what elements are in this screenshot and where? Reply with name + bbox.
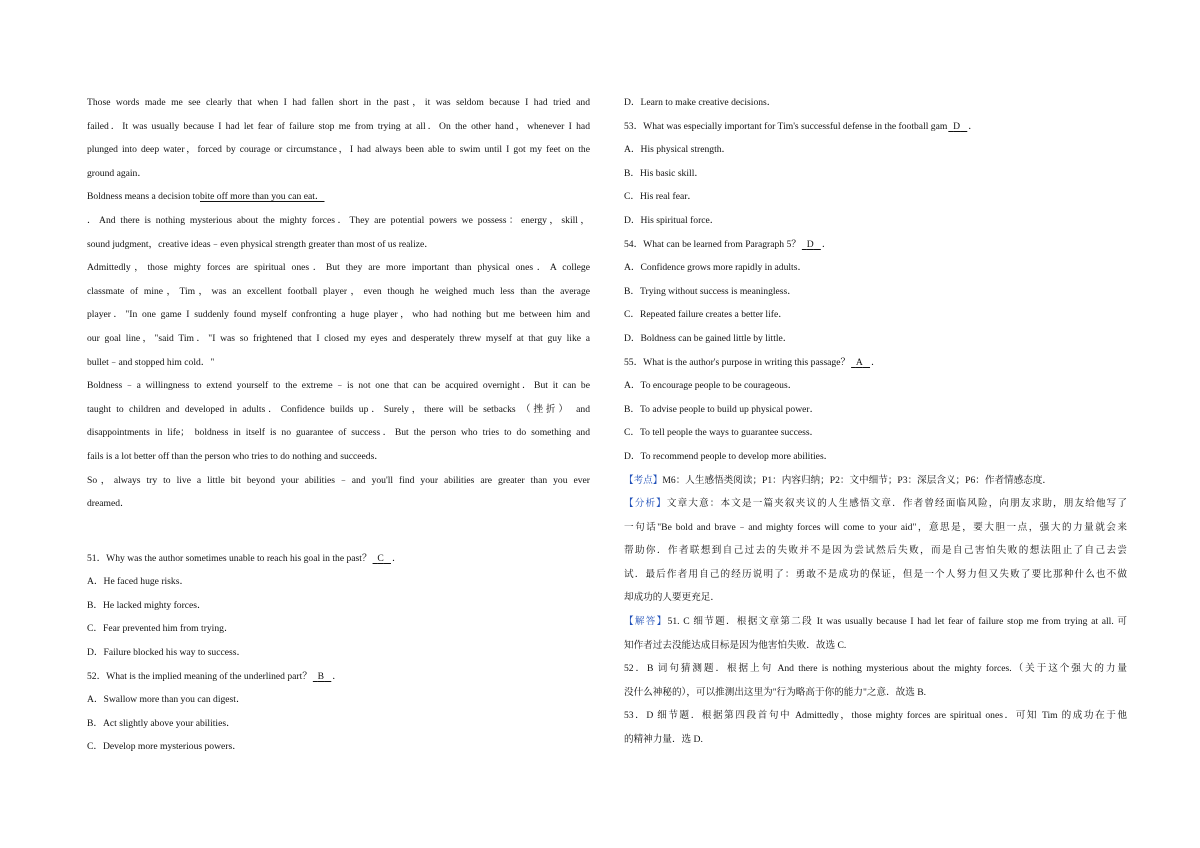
question-54 — [624, 233, 1127, 351]
option-c: C．To tell people the ways to guarantee success． — [624, 427, 820, 439]
answer-letter: B — [317, 670, 325, 682]
jieda-tag: 【解答】 — [624, 616, 668, 628]
passage-line: failed．It was usually because I had let fear of failure stop me from trying at all．On the other hand，whenever I had — [87, 120, 590, 132]
option-d: D．Boldness can be gained little by little． — [624, 332, 793, 344]
fenxi-line: 帮助你．作者联想到自己过去的失败并不是因为尝试然后失败，而是自己害怕失败的想法阻止了自己去尝 — [624, 545, 1127, 557]
jieda-line — [624, 610, 1127, 634]
passage-line: taught to children and developed in adults．Confidence builds up．Surely，there will be setbacks （挫折） and — [87, 403, 590, 415]
kaodian-tag: 【考点】 — [624, 474, 663, 486]
passage-paragraph-5 — [87, 469, 590, 516]
passage-line: Those words made me see clearly that when I had fallen short in the past，it was seldom because I had tried and — [87, 97, 590, 108]
jieda-line: 的精神力量．选 D. — [624, 734, 703, 746]
fenxi-line: 试．最后作者用自己的经历说明了：勇敢不是成功的保证，但是一个人努力但又失败了要比那种什么也不做 — [624, 568, 1127, 580]
fenxi-text: 文章大意：本文是一篇夹叙夹议的人生感悟文章．作者曾经面临风险，向朋友求助，朋友给他写了 — [666, 498, 1128, 510]
option-b: B．He lacked mighty forces． — [87, 599, 207, 611]
question-53 — [624, 115, 1127, 233]
passage-line: bullet﹣and stopped him cold．" — [87, 356, 215, 368]
question-stem: 51．Why was the author sometimes unable to reach his goal in the past？ C ． — [87, 552, 402, 564]
question-stem: 53．What was especially important for Tim's successful defense in the football gam D ． — [624, 120, 978, 132]
passage-line: ground again． — [87, 167, 147, 179]
passage-line: Admittedly，those mighty forces are spiritual ones．But they are more important than physical ones．A college — [87, 262, 590, 274]
analysis-section — [624, 469, 1127, 752]
option-d: D．Learn to make creative decisions． — [624, 97, 777, 108]
question-stem: 55．What is the author's purpose in writing this passage？ A ． — [624, 356, 881, 368]
stem-text: 54．What can be learned from Paragraph 5？ — [624, 238, 801, 250]
answer-blank — [372, 553, 392, 564]
stem-text: 55．What is the author's purpose in writing this passage？ — [624, 356, 851, 368]
answer-blank — [801, 239, 822, 250]
passage-line: dreamed． — [87, 498, 130, 510]
kaodian-text: M6：人生感悟类阅读；P1：内容归纳；P2：文中细节；P3：深层含义；P6：作者情感态度． — [662, 474, 1053, 486]
option-c: C．Fear prevented him from trying． — [87, 623, 234, 635]
answer-blank — [312, 671, 332, 682]
left-column — [87, 91, 590, 759]
jieda-text: 51. C 细节题．根据文章第二段 It was usually because I had let fear of failure stop me from trying at all. 可 — [667, 616, 1127, 628]
question-51 — [87, 547, 590, 665]
option-a: A．He faced huge risks． — [87, 576, 190, 588]
passage-paragraph-1 — [87, 91, 590, 185]
passage-line: Boldness﹣a willingness to extend yourself to the extreme﹣is not one that can be acquired overnight．But it can be — [87, 380, 590, 392]
passage-line: sound judgment，creative ideas﹣even physical strength greater than most of us realize． — [87, 238, 434, 250]
passage-line: classmate of mine，Tim，was an excellent football player，even though he weighed much less than the average — [87, 285, 590, 297]
option-b: B．Act slightly above your abilities． — [87, 717, 236, 729]
answer-letter: A — [855, 356, 863, 368]
passage-paragraph-4 — [87, 374, 590, 468]
option-b: B．His basic skill． — [624, 167, 704, 179]
passage-text: Boldness means a decision to — [87, 191, 200, 203]
answer-letter: C — [377, 552, 384, 564]
jieda-line: 53．D 细节题．根据第四段首句中 Admittedly，those mighty forces are spiritual ones．可知 Tim 的成功在于他 — [624, 710, 1127, 722]
kaodian-line — [624, 469, 1127, 493]
answer-letter: D — [953, 120, 961, 132]
option-d: D．To recommend people to develop more abilities． — [624, 450, 834, 462]
passage-line: player．"In one game I suddenly found myself confronting a huge player，who had nothing but me between him and — [87, 309, 590, 321]
option-c: C．Repeated failure creates a better life． — [624, 309, 788, 321]
jieda-line: 知作者过去没能达成目标是因为他害怕失败．故选 C. — [624, 639, 847, 651]
fenxi-line — [624, 492, 1127, 516]
question-stem: 52．What is the implied meaning of the underlined part？ B ． — [87, 670, 342, 682]
answer-blank — [947, 121, 968, 132]
option-c: C．Develop more mysterious powers． — [87, 741, 242, 753]
passage-paragraph-2 — [87, 185, 590, 256]
passage-paragraph-3 — [87, 256, 590, 374]
passage-line: fails is a lot better off than the person who tries to do nothing and succeeds． — [87, 450, 384, 462]
option-b: B．To advise people to build up physical power． — [624, 403, 820, 415]
passage-line: our goal line，"said Tim．"I was so frightened that I closed my eyes and desperately threw myself at that guy like a — [87, 332, 590, 344]
passage-line: plunged into deep water，forced by courage or circumstance，I had always been able to swim until I got my feet on the — [87, 144, 590, 156]
option-d: D．His spiritual force． — [624, 214, 720, 226]
stem-text: 51．Why was the author sometimes unable to reach his goal in the past？ — [87, 552, 372, 564]
question-55 — [624, 351, 1127, 469]
option-b: B．Trying without success is meaningless． — [624, 285, 797, 297]
stem-text: 53．What was especially important for Tim's successful defense in the football gam — [624, 120, 948, 132]
question-52 — [87, 665, 590, 759]
answer-blank — [850, 357, 871, 368]
answer-letter: D — [806, 238, 814, 250]
passage-line: disappointments in life； boldness in itself is no guarantee of success．But the person who tries to do something and — [87, 427, 590, 439]
option-d: D．Failure blocked his way to success． — [87, 647, 247, 659]
stem-text: 52．What is the implied meaning of the underlined part？ — [87, 670, 312, 682]
option-a: A．To encourage people to be courageous． — [624, 380, 798, 392]
underlined-part: bite off more than you can eat． — [199, 191, 325, 203]
fenxi-line: 一句话"Be bold and brave﹣and mighty forces will come to your aid"，意思是，要大胆一点，强大的力量就会来 — [624, 521, 1127, 533]
passage-line — [87, 185, 590, 209]
option-c: C．His real fear． — [624, 191, 697, 203]
jieda-line: 52．B 词句猜测题．根据上句 And there is nothing mysterious about the mighty forces.（关于这个强大的力量 — [624, 663, 1127, 675]
right-column — [624, 91, 1127, 752]
passage-line: So，always try to live a little bit beyond your abilities﹣and you'll find your abilities are greater than you ever — [87, 474, 590, 486]
option-a: A．Confidence grows more rapidly in adults． — [624, 262, 808, 274]
option-a: A．His physical strength． — [624, 144, 732, 156]
option-a: A．Swallow more than you can digest． — [87, 694, 246, 706]
jieda-line: 没什么神秘的），可以推测出这里为"行为略高于你的能力"之意．故选 B. — [624, 686, 927, 698]
passage-line: ．And there is nothing mysterious about the mighty forces．They are potential powers we possess：energy，skill， — [87, 214, 590, 226]
fenxi-tag: 【分析】 — [624, 498, 667, 510]
fenxi-line: 却成功的人要更充足． — [624, 592, 720, 604]
spacer — [87, 516, 590, 547]
question-stem: 54．What can be learned from Paragraph 5？ D ． — [624, 238, 832, 250]
